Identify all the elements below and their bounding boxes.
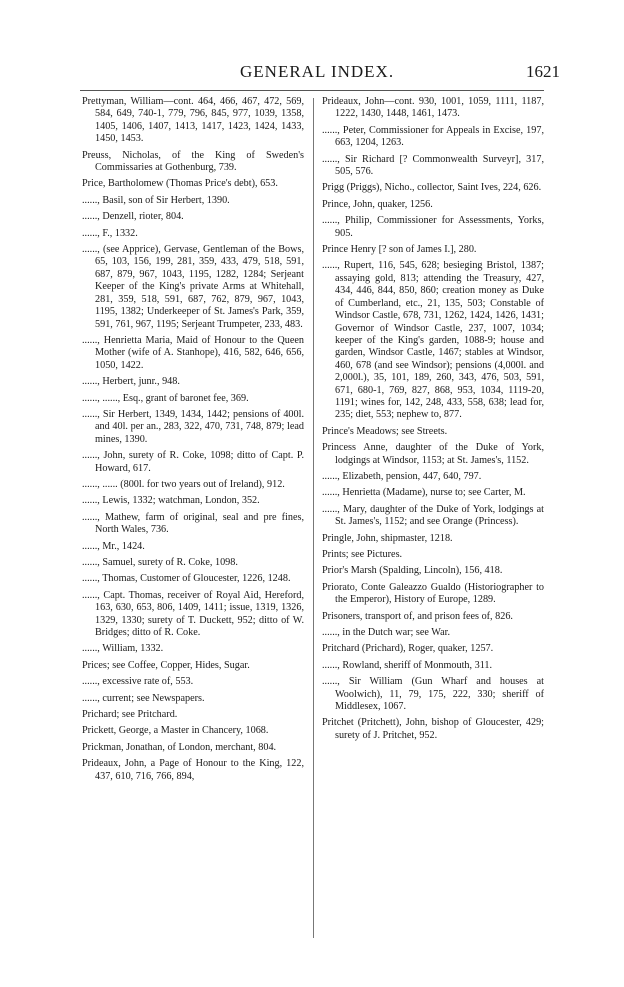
index-entry: ......, Peter, Commissioner for Appeals in Excise, 197, 663, 1204, 1263. bbox=[322, 124, 544, 149]
index-entry: Pringle, John, shipmaster, 1218. bbox=[322, 532, 453, 544]
index-entry: ......, Samuel, surety of R. Coke, 1098. bbox=[82, 557, 238, 568]
index-entry: ......, excessive rate of, 553. bbox=[82, 676, 194, 688]
index-entry: ......, Rowland, sheriff of Monmouth, 311. bbox=[322, 659, 493, 671]
index-entry: Prickman, Jonathan, of London, merchant, 804. bbox=[82, 741, 277, 753]
index-entry: Prisoners, transport of, and prison fees of, 826. bbox=[322, 610, 513, 622]
index-entry: ......, Denzell, rioter, 804. bbox=[82, 211, 184, 223]
index-entry: Price, Bartholomew (Thomas Price's debt), 653. bbox=[82, 178, 278, 190]
page-number: 1621 bbox=[526, 62, 560, 81]
index-entry: Prior's Marsh (Spalding, Lincoln), 156, 418. bbox=[322, 565, 503, 577]
header-rule bbox=[80, 90, 544, 91]
index-entry: ......, Herbert, junr., 948. bbox=[82, 376, 180, 388]
index-entry: ......, John, surety of R. Coke, 1098; ditto of Capt. P. Howard, 617. bbox=[82, 450, 304, 474]
index-entry: ......, Rupert, 116, 545, 628; besieging Bristol, 1387; assaying gold, 813; attending the Treasury, 427, 434, 446, 844, 850, 860; creation money as Duke of Cumberland, etc., 21, 135, 503; Constable of Windsor Castle, 678, 731, 1262, 1424, 1426, 1431; Governor of Windsor Castle, 237, 1007, 1034; keeper of the King's garden, 1088-9; house and garden, Windsor Castle, 1467; stables at Windsor, 460, 678 (and see Windsor); pensions (4,000l. and 2,000l.), 35, 101, 189, 260, 343, 476, 503, 591, 671, 680-1, 769, 827, 868, 953, 1034, 1119-20, 1191; wines for, 142, 248, 433, 558, 638; lead for, 235; diet, 553; nephew to, 877. bbox=[322, 260, 544, 421]
index-entry: ......, Sir Herbert, 1349, 1434, 1442; pensions of 400l. and 40l. per an., 283, 322, 470, 731, 748, 879; lead mines, 1390. bbox=[82, 408, 304, 445]
left-column bbox=[82, 96, 304, 787]
index-entry: ......, William, 1332. bbox=[82, 643, 164, 655]
index-entry: ......, Mathew, farm of original, seal and pre fines, North Wales, 736. bbox=[82, 511, 304, 536]
index-entry: ......, Mr., 1424. bbox=[82, 540, 145, 552]
index-entry: ......, in the Dutch war; see War. bbox=[322, 627, 450, 639]
index-entry: ......, Sir Richard [? Commonwealth Surveyr], 317, 505, 576. bbox=[322, 153, 544, 178]
index-entry: ......, (see Apprice), Gervase, Gentleman of the Bows, 65, 103, 156, 199, 281, 359, 433, 479, 518, 591, 687, 879, 967, 1043, 1195, 1282, 1284; Serjeant Keeper of the King's private Arms at Whitehall, 281, 359, 518, 591, 687, 762, 879, 967, 1043, 1195, 1382; Underkeeper of St. James's Park, 359, 591, 761, 967, 1195; Serjeant Trumpeter, 233, 483. bbox=[82, 244, 304, 330]
index-entry: Prince, John, quaker, 1256. bbox=[322, 198, 433, 210]
index-entry: Prices; see Coffee, Copper, Hides, Sugar. bbox=[82, 659, 250, 671]
index-entry: Prideaux, John, a Page of Honour to the King, 122, 437, 610, 716, 766, 894, bbox=[82, 758, 304, 782]
index-entry: Prideaux, John—cont. 930, 1001, 1059, 1111, 1187, 1222, 1430, 1448, 1461, 1473. bbox=[322, 96, 544, 120]
index-entry: ......, Henrietta Maria, Maid of Honour to the Queen Mother (wife of A. Stanhope), 416, 582, 646, 656, 1050, 1422. bbox=[82, 334, 304, 371]
index-entry: Priorato, Conte Galeazzo Gualdo (Historiographer to the Emperor), History of Europe, 1289. bbox=[322, 581, 544, 606]
index-entry: ......, Lewis, 1332; watchman, London, 352. bbox=[82, 495, 260, 507]
index-entry: Prigg (Priggs), Nicho., collector, Saint Ives, 224, 626. bbox=[322, 182, 542, 194]
index-entry: ......, Capt. Thomas, receiver of Royal Aid, Hereford, 163, 630, 653, 806, 1409, 1411; issue, 1319, 1326, 1329, 1330; surety of T. Duckett, 952; ditto of W. Bridges; ditto of R. Coke. bbox=[82, 589, 304, 639]
index-entry: ......, Elizabeth, pension, 447, 640, 797. bbox=[322, 470, 482, 482]
column-divider bbox=[313, 98, 314, 938]
index-entry: Pritchard (Prichard), Roger, quaker, 1257. bbox=[322, 643, 494, 655]
page-header bbox=[0, 62, 624, 86]
index-entry: ......, Thomas, Customer of Gloucester, 1226, 1248. bbox=[82, 573, 291, 585]
index-entry: ......, Sir William (Gun Wharf and houses at Woolwich), 11, 79, 175, 222, 330; sheriff of Middlesex, 1067. bbox=[322, 676, 544, 713]
index-entry: Prints; see Pictures. bbox=[322, 549, 403, 560]
index-entry: Prickett, George, a Master in Chancery, 1068. bbox=[82, 725, 269, 737]
index-entry: ......, ...... (800l. for two years out of Ireland), 912. bbox=[82, 478, 285, 490]
index-entry: ......, Henrietta (Madame), nurse to; see Carter, M. bbox=[322, 487, 526, 499]
index-entry: Prettyman, William—cont. 464, 466, 467, 472, 569, 584, 649, 740-1, 779, 796, 845, 977, 1039, 1358, 1405, 1406, 1407, 1413, 1417, 1423, 1424, 1433, 1450, 1453. bbox=[82, 96, 304, 145]
page-title: GENERAL INDEX. bbox=[240, 62, 395, 81]
index-entry: ......, F., 1332. bbox=[82, 227, 138, 239]
index-entry: ......, ......, Esq., grant of baronet fee, 369. bbox=[82, 392, 249, 404]
right-column bbox=[322, 96, 544, 746]
index-entry: ......, current; see Newspapers. bbox=[82, 692, 205, 704]
index-entry: Prichard; see Pritchard. bbox=[82, 709, 178, 721]
index-entry: ......, Philip, Commissioner for Assessments, Yorks, 905. bbox=[322, 215, 544, 239]
index-entry: ......, Basil, son of Sir Herbert, 1390. bbox=[82, 194, 230, 206]
index-entry: Preuss, Nicholas, of the King of Sweden's Commissaries at Gothenburg, 739. bbox=[82, 149, 304, 174]
index-entry: Pritchet (Pritchett), John, bishop of Gloucester, 429; surety of J. Pritchet, 952. bbox=[322, 717, 544, 741]
index-entry: Princess Anne, daughter of the Duke of York, lodgings at Windsor, 1153; at St. James's, 1152. bbox=[322, 442, 544, 466]
index-entry: ......, Mary, daughter of the Duke of York, lodgings at St. James's, 1152; and see Orange (Princess). bbox=[322, 503, 544, 528]
index-entry: Prince Henry [? son of James I.], 280. bbox=[322, 244, 477, 256]
index-entry: Prince's Meadows; see Streets. bbox=[322, 425, 448, 437]
